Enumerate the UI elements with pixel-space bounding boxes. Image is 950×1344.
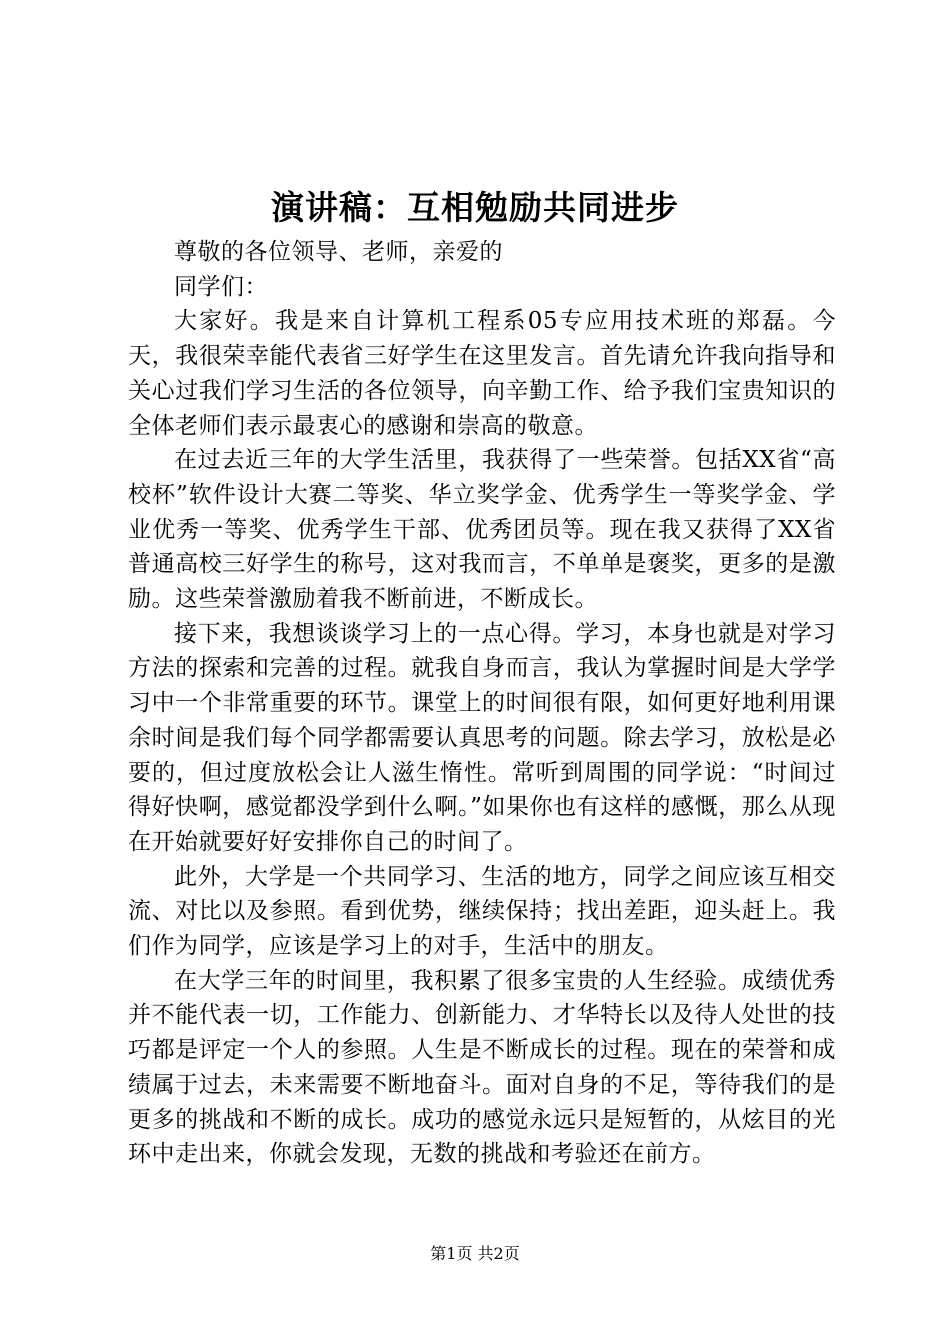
paragraph-introduction: 大家好。我是来自计算机工程系05专应用技术班的郑磊。今天，我很荣幸能代表省三好学生在这里发言。首先请允许我向指导和关心过我们学习生活的各位领导，向辛勤工作、给予我们宝贵知识的全体老师们表示最衷心的感谢和崇高的敬意。	[128, 308, 836, 439]
document-title: 演讲稿：互相勉励共同进步	[271, 188, 679, 227]
paragraph-honors: 在过去近三年的大学生活里，我获得了一些荣誉。包括XX省“高校杯”软件设计大赛二等奖、华立奖学金、优秀学生一等奖学金、学业优秀一等奖、优秀学生干部、优秀团员等。现在我又获得了XX省普通高校三好学生的称号，这对我而言，不单单是褒奖，更多的是激励。这些荣誉激励着我不断前进，不断成长。	[128, 447, 836, 613]
page-footer	[0, 1243, 950, 1265]
paragraph-peer-exchange: 此外，大学是一个共同学习、生活的地方，同学之间应该互相交流、对比以及参照。看到优势，继续保持；找出差距，迎头赶上。我们作为同学，应该是学习上的对手，生活中的朋友。	[128, 863, 836, 960]
paragraph-life-experience: 在大学三年的时间里，我积累了很多宝贵的人生经验。成绩优秀并不能代表一切，工作能力、创新能力、才华特长以及待人处世的技巧都是评定一个人的参照。人生是不断成长的过程。现在的荣誉和成绩属于过去，未来需要不断地奋斗。面对自身的不足，等待我们的是更多的挑战和不断的成长。成功的感觉永远只是短暂的，从炫目的光环中走出来，你就会发现，无数的挑战和考验还在前方。	[128, 967, 836, 1168]
salutation-line-2: 同学们：	[174, 273, 268, 300]
salutation-line-1: 尊敬的各位领导、老师，亲爱的	[174, 239, 503, 265]
page-number: 第1页 共2页	[430, 1244, 520, 1263]
paragraph-study-experience: 接下来，我想谈谈学习上的一点心得。学习，本身也就是对学习方法的探索和完善的过程。就我自身而言，我认为掌握时间是大学学习中一个非常重要的环节。课堂上的时间很有限，如何更好地利用课余时间是我们每个同学都需要认真思考的问题。除去学习，放松是必要的，但过度放松会让人滋生惰性。常听到周围的同学说：“时间过得好快啊，感觉都没学到什么啊。”如果你也有这样的感慨，那么从现在开始就要好好安排你自己的时间了。	[128, 620, 836, 855]
document-body	[128, 235, 836, 1172]
